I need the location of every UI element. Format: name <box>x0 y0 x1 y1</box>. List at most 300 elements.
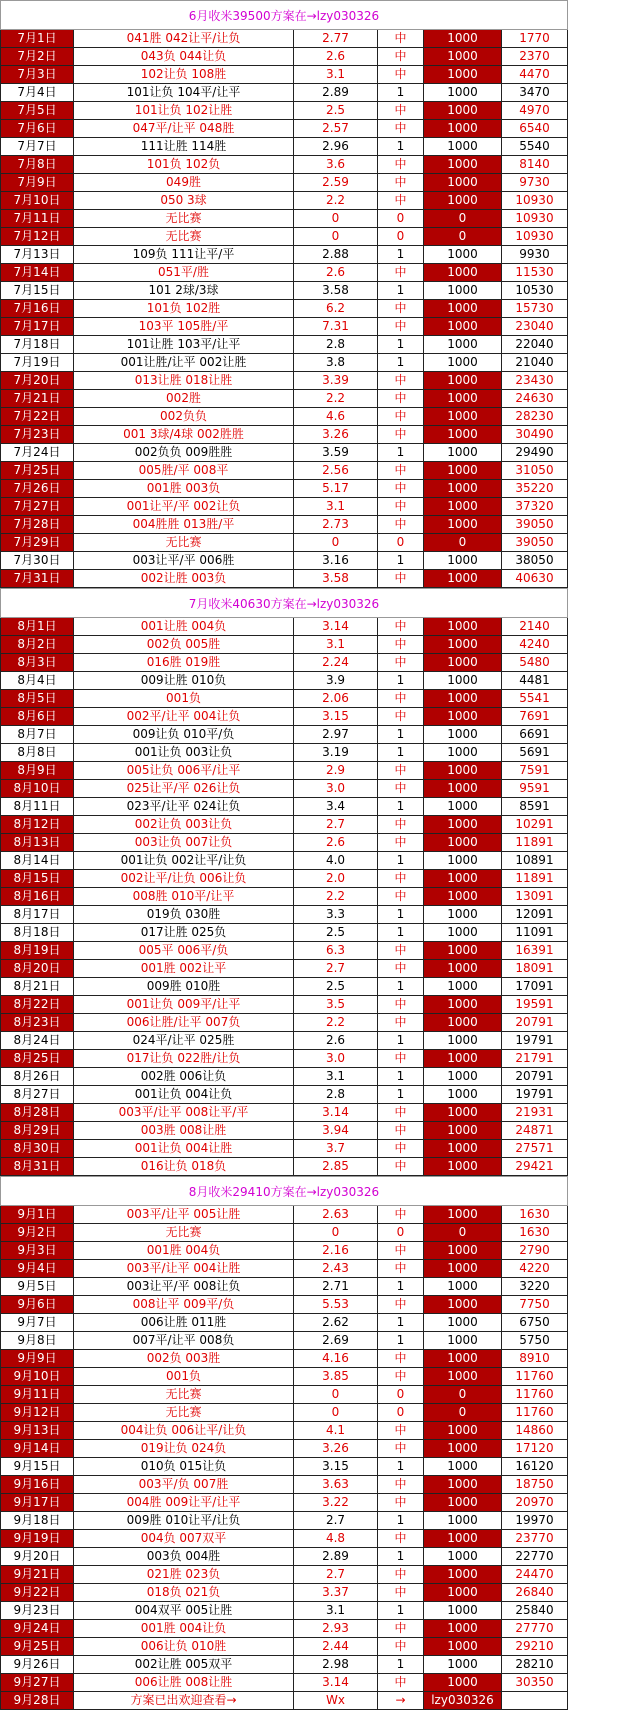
odds-cell: 2.56 <box>294 462 378 479</box>
odds-cell: 2.2 <box>294 1014 378 1031</box>
stake-cell: 1000 <box>424 84 502 101</box>
stake-cell: 1000 <box>424 888 502 905</box>
pick-cell: 002平/让平 004让负 <box>74 708 294 725</box>
odds-cell: 2.7 <box>294 816 378 833</box>
odds-cell: 2.97 <box>294 726 378 743</box>
total-cell: 21040 <box>502 354 568 371</box>
result-cell: 中 <box>378 426 424 443</box>
date-cell: 8月30日 <box>0 1140 74 1157</box>
stake-cell: 1000 <box>424 408 502 425</box>
stake-cell: 1000 <box>424 618 502 635</box>
result-cell: 中 <box>378 498 424 515</box>
date-cell: 9月28日 <box>0 1692 74 1709</box>
table-row <box>0 924 568 942</box>
total-cell: 19591 <box>502 996 568 1013</box>
total-cell: 22770 <box>502 1548 568 1565</box>
result-cell: 中 <box>378 780 424 797</box>
table-row <box>0 816 568 834</box>
date-cell: 7月12日 <box>0 228 74 245</box>
table-row <box>0 462 568 480</box>
stake-cell: 1000 <box>424 282 502 299</box>
stake-cell: 1000 <box>424 120 502 137</box>
pick-cell: 002让负 003让负 <box>74 816 294 833</box>
date-cell: 8月6日 <box>0 708 74 725</box>
odds-cell: 2.7 <box>294 1512 378 1529</box>
stake-cell: 1000 <box>424 1032 502 1049</box>
table-row <box>0 426 568 444</box>
stake-cell: 1000 <box>424 906 502 923</box>
total-cell: 20791 <box>502 1068 568 1085</box>
result-cell: 中 <box>378 1260 424 1277</box>
total-cell: 20970 <box>502 1494 568 1511</box>
total-cell: 10891 <box>502 852 568 869</box>
result-cell: 1 <box>378 744 424 761</box>
table-row <box>0 1206 568 1224</box>
total-cell: 24871 <box>502 1122 568 1139</box>
odds-cell: 3.8 <box>294 354 378 371</box>
result-cell: 1 <box>378 354 424 371</box>
stake-cell: 1000 <box>424 552 502 569</box>
odds-cell: 2.77 <box>294 30 378 47</box>
total-cell: 23770 <box>502 1530 568 1547</box>
odds-cell: 3.26 <box>294 1440 378 1457</box>
stake-cell: 1000 <box>424 354 502 371</box>
table-row <box>0 1584 568 1602</box>
pick-cell: 019负 030胜 <box>74 906 294 923</box>
table-row <box>0 1656 568 1674</box>
result-cell: 1 <box>378 726 424 743</box>
table-row <box>0 960 568 978</box>
table-row <box>0 282 568 300</box>
stake-cell: 0 <box>424 210 502 227</box>
table-row <box>0 1050 568 1068</box>
date-cell: 9月15日 <box>0 1458 74 1475</box>
total-cell: 10530 <box>502 282 568 299</box>
stake-cell: 1000 <box>424 834 502 851</box>
date-cell: 7月23日 <box>0 426 74 443</box>
result-cell: 中 <box>378 762 424 779</box>
odds-cell: 0 <box>294 1386 378 1403</box>
pick-cell: 005让负 006平/让平 <box>74 762 294 779</box>
stake-cell: 1000 <box>424 960 502 977</box>
table-row <box>0 48 568 66</box>
stake-cell: 1000 <box>424 444 502 461</box>
date-cell: 8月16日 <box>0 888 74 905</box>
stake-cell: 1000 <box>424 636 502 653</box>
pick-cell: 002负 005胜 <box>74 636 294 653</box>
pick-cell: 001负 <box>74 1368 294 1385</box>
table-row <box>0 672 568 690</box>
pick-cell: 方案已出欢迎查看→ <box>74 1692 294 1709</box>
odds-cell: 2.96 <box>294 138 378 155</box>
result-cell: 中 <box>378 1368 424 1385</box>
pick-cell: 009让负 010平/负 <box>74 726 294 743</box>
odds-cell: 0 <box>294 534 378 551</box>
stake-cell: 1000 <box>424 1014 502 1031</box>
pick-cell: 017让负 022胜/让负 <box>74 1050 294 1067</box>
stake-cell: 1000 <box>424 1350 502 1367</box>
pick-cell: 001让胜 004负 <box>74 618 294 635</box>
table-row <box>0 744 568 762</box>
pick-cell: 无比赛 <box>74 1386 294 1403</box>
table-row <box>0 516 568 534</box>
stake-cell: 1000 <box>424 726 502 743</box>
odds-cell: 4.16 <box>294 1350 378 1367</box>
total-cell: 35220 <box>502 480 568 497</box>
result-cell: 1 <box>378 1332 424 1349</box>
date-cell: 8月11日 <box>0 798 74 815</box>
table-row <box>0 336 568 354</box>
stake-cell: 1000 <box>424 1368 502 1385</box>
total-cell: 6540 <box>502 120 568 137</box>
table-row <box>0 870 568 888</box>
result-cell: 0 <box>378 1404 424 1421</box>
result-cell: 1 <box>378 1458 424 1475</box>
result-cell: 1 <box>378 1512 424 1529</box>
date-cell: 7月25日 <box>0 462 74 479</box>
stake-cell: 1000 <box>424 1332 502 1349</box>
stake-cell: 1000 <box>424 744 502 761</box>
total-cell: 29421 <box>502 1158 568 1175</box>
total-cell: 29210 <box>502 1638 568 1655</box>
date-cell: 7月17日 <box>0 318 74 335</box>
stake-cell: 1000 <box>424 426 502 443</box>
stake-cell: 0 <box>424 1404 502 1421</box>
stake-cell: 1000 <box>424 264 502 281</box>
odds-cell: 7.31 <box>294 318 378 335</box>
result-cell: 中 <box>378 1104 424 1121</box>
stake-cell: 1000 <box>424 336 502 353</box>
stake-cell: 0 <box>424 228 502 245</box>
date-cell: 8月1日 <box>0 618 74 635</box>
date-cell: 8月23日 <box>0 1014 74 1031</box>
table-row <box>0 1620 568 1638</box>
result-cell: 中 <box>378 1566 424 1583</box>
pick-cell: 001胜 002让平 <box>74 960 294 977</box>
total-cell: 6691 <box>502 726 568 743</box>
pick-cell: 003让平/平 006胜 <box>74 552 294 569</box>
odds-cell: 3.58 <box>294 570 378 587</box>
table-row <box>0 1458 568 1476</box>
odds-cell: 2.0 <box>294 870 378 887</box>
pick-cell: 101负 102胜 <box>74 300 294 317</box>
pick-cell: 002负负 009胜胜 <box>74 444 294 461</box>
pick-cell: 016让负 018负 <box>74 1158 294 1175</box>
date-cell: 7月7日 <box>0 138 74 155</box>
stake-cell: 1000 <box>424 1584 502 1601</box>
date-cell: 7月14日 <box>0 264 74 281</box>
date-cell: 8月13日 <box>0 834 74 851</box>
table-row <box>0 1692 568 1710</box>
result-cell: 1 <box>378 1032 424 1049</box>
table-row <box>0 906 568 924</box>
odds-cell: 3.1 <box>294 636 378 653</box>
stake-cell: 1000 <box>424 1512 502 1529</box>
odds-cell: 3.7 <box>294 1140 378 1157</box>
stake-cell: 1000 <box>424 1458 502 1475</box>
total-cell: 20791 <box>502 1014 568 1031</box>
table-row <box>0 780 568 798</box>
date-cell: 7月2日 <box>0 48 74 65</box>
stake-cell: 1000 <box>424 942 502 959</box>
odds-cell: 3.0 <box>294 1050 378 1067</box>
odds-cell: 2.57 <box>294 120 378 137</box>
stake-cell: 1000 <box>424 1086 502 1103</box>
stake-cell: 1000 <box>424 1422 502 1439</box>
odds-cell: 2.5 <box>294 978 378 995</box>
date-cell: 8月9日 <box>0 762 74 779</box>
table-row <box>0 444 568 462</box>
odds-cell: 3.14 <box>294 1674 378 1691</box>
pick-cell: 002让胜 003负 <box>74 570 294 587</box>
table-row <box>0 1422 568 1440</box>
result-cell: 中 <box>378 1638 424 1655</box>
result-cell: 1 <box>378 444 424 461</box>
total-cell: 17120 <box>502 1440 568 1457</box>
total-cell: 21931 <box>502 1104 568 1121</box>
odds-cell: Wx <box>294 1692 378 1709</box>
date-cell: 8月7日 <box>0 726 74 743</box>
pick-cell: 101让胜 103平/让平 <box>74 336 294 353</box>
odds-cell: 0 <box>294 1404 378 1421</box>
table-row <box>0 534 568 552</box>
table-row <box>0 1566 568 1584</box>
stake-cell: 1000 <box>424 1566 502 1583</box>
total-cell: 11891 <box>502 870 568 887</box>
odds-cell: 0 <box>294 1224 378 1241</box>
stake-cell: 1000 <box>424 996 502 1013</box>
total-cell: 30350 <box>502 1674 568 1691</box>
odds-cell: 3.16 <box>294 552 378 569</box>
total-cell: 18091 <box>502 960 568 977</box>
pick-cell: 003胜 008让胜 <box>74 1122 294 1139</box>
total-cell: 6750 <box>502 1314 568 1331</box>
pick-cell: 041胜 042让平/让负 <box>74 30 294 47</box>
date-cell: 8月12日 <box>0 816 74 833</box>
date-cell: 9月9日 <box>0 1350 74 1367</box>
stake-cell: 1000 <box>424 498 502 515</box>
total-cell: 16120 <box>502 1458 568 1475</box>
result-cell: 0 <box>378 228 424 245</box>
table-row <box>0 1350 568 1368</box>
total-cell: 11760 <box>502 1368 568 1385</box>
date-cell: 7月24日 <box>0 444 74 461</box>
result-cell: 中 <box>378 570 424 587</box>
pick-cell: 002胜 <box>74 390 294 407</box>
odds-cell: 3.14 <box>294 618 378 635</box>
odds-cell: 3.9 <box>294 672 378 689</box>
total-cell: 8591 <box>502 798 568 815</box>
total-cell: 4470 <box>502 66 568 83</box>
total-cell: 5541 <box>502 690 568 707</box>
total-cell: 39050 <box>502 534 568 551</box>
total-cell: 4220 <box>502 1260 568 1277</box>
total-cell: 8910 <box>502 1350 568 1367</box>
result-cell: 中 <box>378 708 424 725</box>
pick-cell: 001让负 009平/让平 <box>74 996 294 1013</box>
date-cell: 7月5日 <box>0 102 74 119</box>
stake-cell: 1000 <box>424 480 502 497</box>
pick-cell: 003平/让平 008让平/平 <box>74 1104 294 1121</box>
pick-cell: 009胜 010让平/让负 <box>74 1512 294 1529</box>
stake-cell: 1000 <box>424 654 502 671</box>
pick-cell: 无比赛 <box>74 534 294 551</box>
table-row <box>0 1674 568 1692</box>
date-cell: 7月4日 <box>0 84 74 101</box>
total-cell: 10291 <box>502 816 568 833</box>
pick-cell: 002让胜 005双平 <box>74 1656 294 1673</box>
result-cell: 1 <box>378 1548 424 1565</box>
stake-cell: 1000 <box>424 462 502 479</box>
pick-cell: 005平 006平/负 <box>74 942 294 959</box>
table-row <box>0 654 568 672</box>
table-row <box>0 942 568 960</box>
odds-cell: 2.2 <box>294 888 378 905</box>
date-cell: 9月23日 <box>0 1602 74 1619</box>
result-cell: 中 <box>378 1350 424 1367</box>
odds-cell: 2.6 <box>294 48 378 65</box>
pick-cell: 102让负 108胜 <box>74 66 294 83</box>
total-cell: 7750 <box>502 1296 568 1313</box>
odds-cell: 0 <box>294 210 378 227</box>
table-row <box>0 192 568 210</box>
table-row <box>0 66 568 84</box>
result-cell: 中 <box>378 1440 424 1457</box>
total-cell: 27770 <box>502 1620 568 1637</box>
date-cell: 9月25日 <box>0 1638 74 1655</box>
pick-cell: 004双平 005让胜 <box>74 1602 294 1619</box>
odds-cell: 3.15 <box>294 1458 378 1475</box>
result-cell: 中 <box>378 996 424 1013</box>
total-cell: 4481 <box>502 672 568 689</box>
odds-cell: 4.1 <box>294 1422 378 1439</box>
pick-cell: 101让负 104平/让平 <box>74 84 294 101</box>
total-cell: 26840 <box>502 1584 568 1601</box>
table-row <box>0 1296 568 1314</box>
table-row <box>0 300 568 318</box>
total-cell: 5540 <box>502 138 568 155</box>
result-cell: 中 <box>378 1494 424 1511</box>
date-cell: 7月22日 <box>0 408 74 425</box>
pick-cell: 002负负 <box>74 408 294 425</box>
result-cell: 1 <box>378 906 424 923</box>
pick-cell: 002胜 006让负 <box>74 1068 294 1085</box>
date-cell: 9月7日 <box>0 1314 74 1331</box>
pick-cell: 003平/让平 005让胜 <box>74 1206 294 1223</box>
stake-cell: 1000 <box>424 1656 502 1673</box>
odds-cell: 2.89 <box>294 1548 378 1565</box>
date-cell: 7月16日 <box>0 300 74 317</box>
pick-cell: 008胜 010平/让平 <box>74 888 294 905</box>
pick-cell: 003平/让平 004让胜 <box>74 1260 294 1277</box>
date-cell: 9月1日 <box>0 1206 74 1223</box>
result-cell: 中 <box>378 300 424 317</box>
odds-cell: 3.1 <box>294 1602 378 1619</box>
total-cell: 5480 <box>502 654 568 671</box>
odds-cell: 2.6 <box>294 834 378 851</box>
stake-cell: 1000 <box>424 318 502 335</box>
stake-cell: 1000 <box>424 672 502 689</box>
stake-cell: 1000 <box>424 1260 502 1277</box>
table-row <box>0 636 568 654</box>
result-cell: 0 <box>378 1224 424 1241</box>
pick-cell: 024平/让平 025胜 <box>74 1032 294 1049</box>
stake-cell: 1000 <box>424 1104 502 1121</box>
stake-cell: 1000 <box>424 1206 502 1223</box>
result-cell: 1 <box>378 282 424 299</box>
date-cell: 7月3日 <box>0 66 74 83</box>
odds-cell: 3.37 <box>294 1584 378 1601</box>
pick-cell: 001胜 004让负 <box>74 1620 294 1637</box>
total-cell: 1770 <box>502 30 568 47</box>
odds-cell: 2.5 <box>294 102 378 119</box>
odds-cell: 3.1 <box>294 498 378 515</box>
table-row <box>0 1332 568 1350</box>
result-cell: 中 <box>378 516 424 533</box>
result-cell: 中 <box>378 480 424 497</box>
pick-cell: 025让平/平 026让负 <box>74 780 294 797</box>
pick-cell: 007平/让平 008负 <box>74 1332 294 1349</box>
pick-cell: 006让胜 011胜 <box>74 1314 294 1331</box>
result-cell: 中 <box>378 1122 424 1139</box>
total-cell: 40630 <box>502 570 568 587</box>
odds-cell: 3.63 <box>294 1476 378 1493</box>
table-row <box>0 228 568 246</box>
table-row <box>0 1158 568 1176</box>
total-cell: 24630 <box>502 390 568 407</box>
result-cell: 1 <box>378 246 424 263</box>
pick-cell: 103平 105胜/平 <box>74 318 294 335</box>
date-cell: 9月14日 <box>0 1440 74 1457</box>
result-cell: 1 <box>378 1656 424 1673</box>
total-cell: 7691 <box>502 708 568 725</box>
date-cell: 8月22日 <box>0 996 74 1013</box>
pick-cell: 005胜/平 008平 <box>74 462 294 479</box>
odds-cell: 2.06 <box>294 690 378 707</box>
pick-cell: 001让负 002让平/让负 <box>74 852 294 869</box>
stake-cell: 1000 <box>424 1050 502 1067</box>
total-cell: 22040 <box>502 336 568 353</box>
date-cell: 9月24日 <box>0 1620 74 1637</box>
total-cell: 19791 <box>502 1086 568 1103</box>
stake-cell: 1000 <box>424 978 502 995</box>
total-cell: 10930 <box>502 228 568 245</box>
result-cell: 中 <box>378 1476 424 1493</box>
table-row <box>0 888 568 906</box>
result-cell: 中 <box>378 1050 424 1067</box>
total-cell: 12091 <box>502 906 568 923</box>
result-cell: 0 <box>378 534 424 551</box>
table-row <box>0 1122 568 1140</box>
date-cell: 9月21日 <box>0 1566 74 1583</box>
pick-cell: 019让负 024负 <box>74 1440 294 1457</box>
pick-cell: 101负 102负 <box>74 156 294 173</box>
odds-cell: 2.8 <box>294 336 378 353</box>
total-cell: 11891 <box>502 834 568 851</box>
date-cell: 9月20日 <box>0 1548 74 1565</box>
date-cell: 7月26日 <box>0 480 74 497</box>
pick-cell: 043负 044让负 <box>74 48 294 65</box>
result-cell: 中 <box>378 690 424 707</box>
date-cell: 9月17日 <box>0 1494 74 1511</box>
result-cell: 中 <box>378 390 424 407</box>
date-cell: 9月10日 <box>0 1368 74 1385</box>
stake-cell: 1000 <box>424 48 502 65</box>
section-header: 8月收米29410方案在→lzy030326 <box>0 1176 568 1206</box>
result-cell: 1 <box>378 336 424 353</box>
total-cell: 4240 <box>502 636 568 653</box>
total-cell: 5750 <box>502 1332 568 1349</box>
